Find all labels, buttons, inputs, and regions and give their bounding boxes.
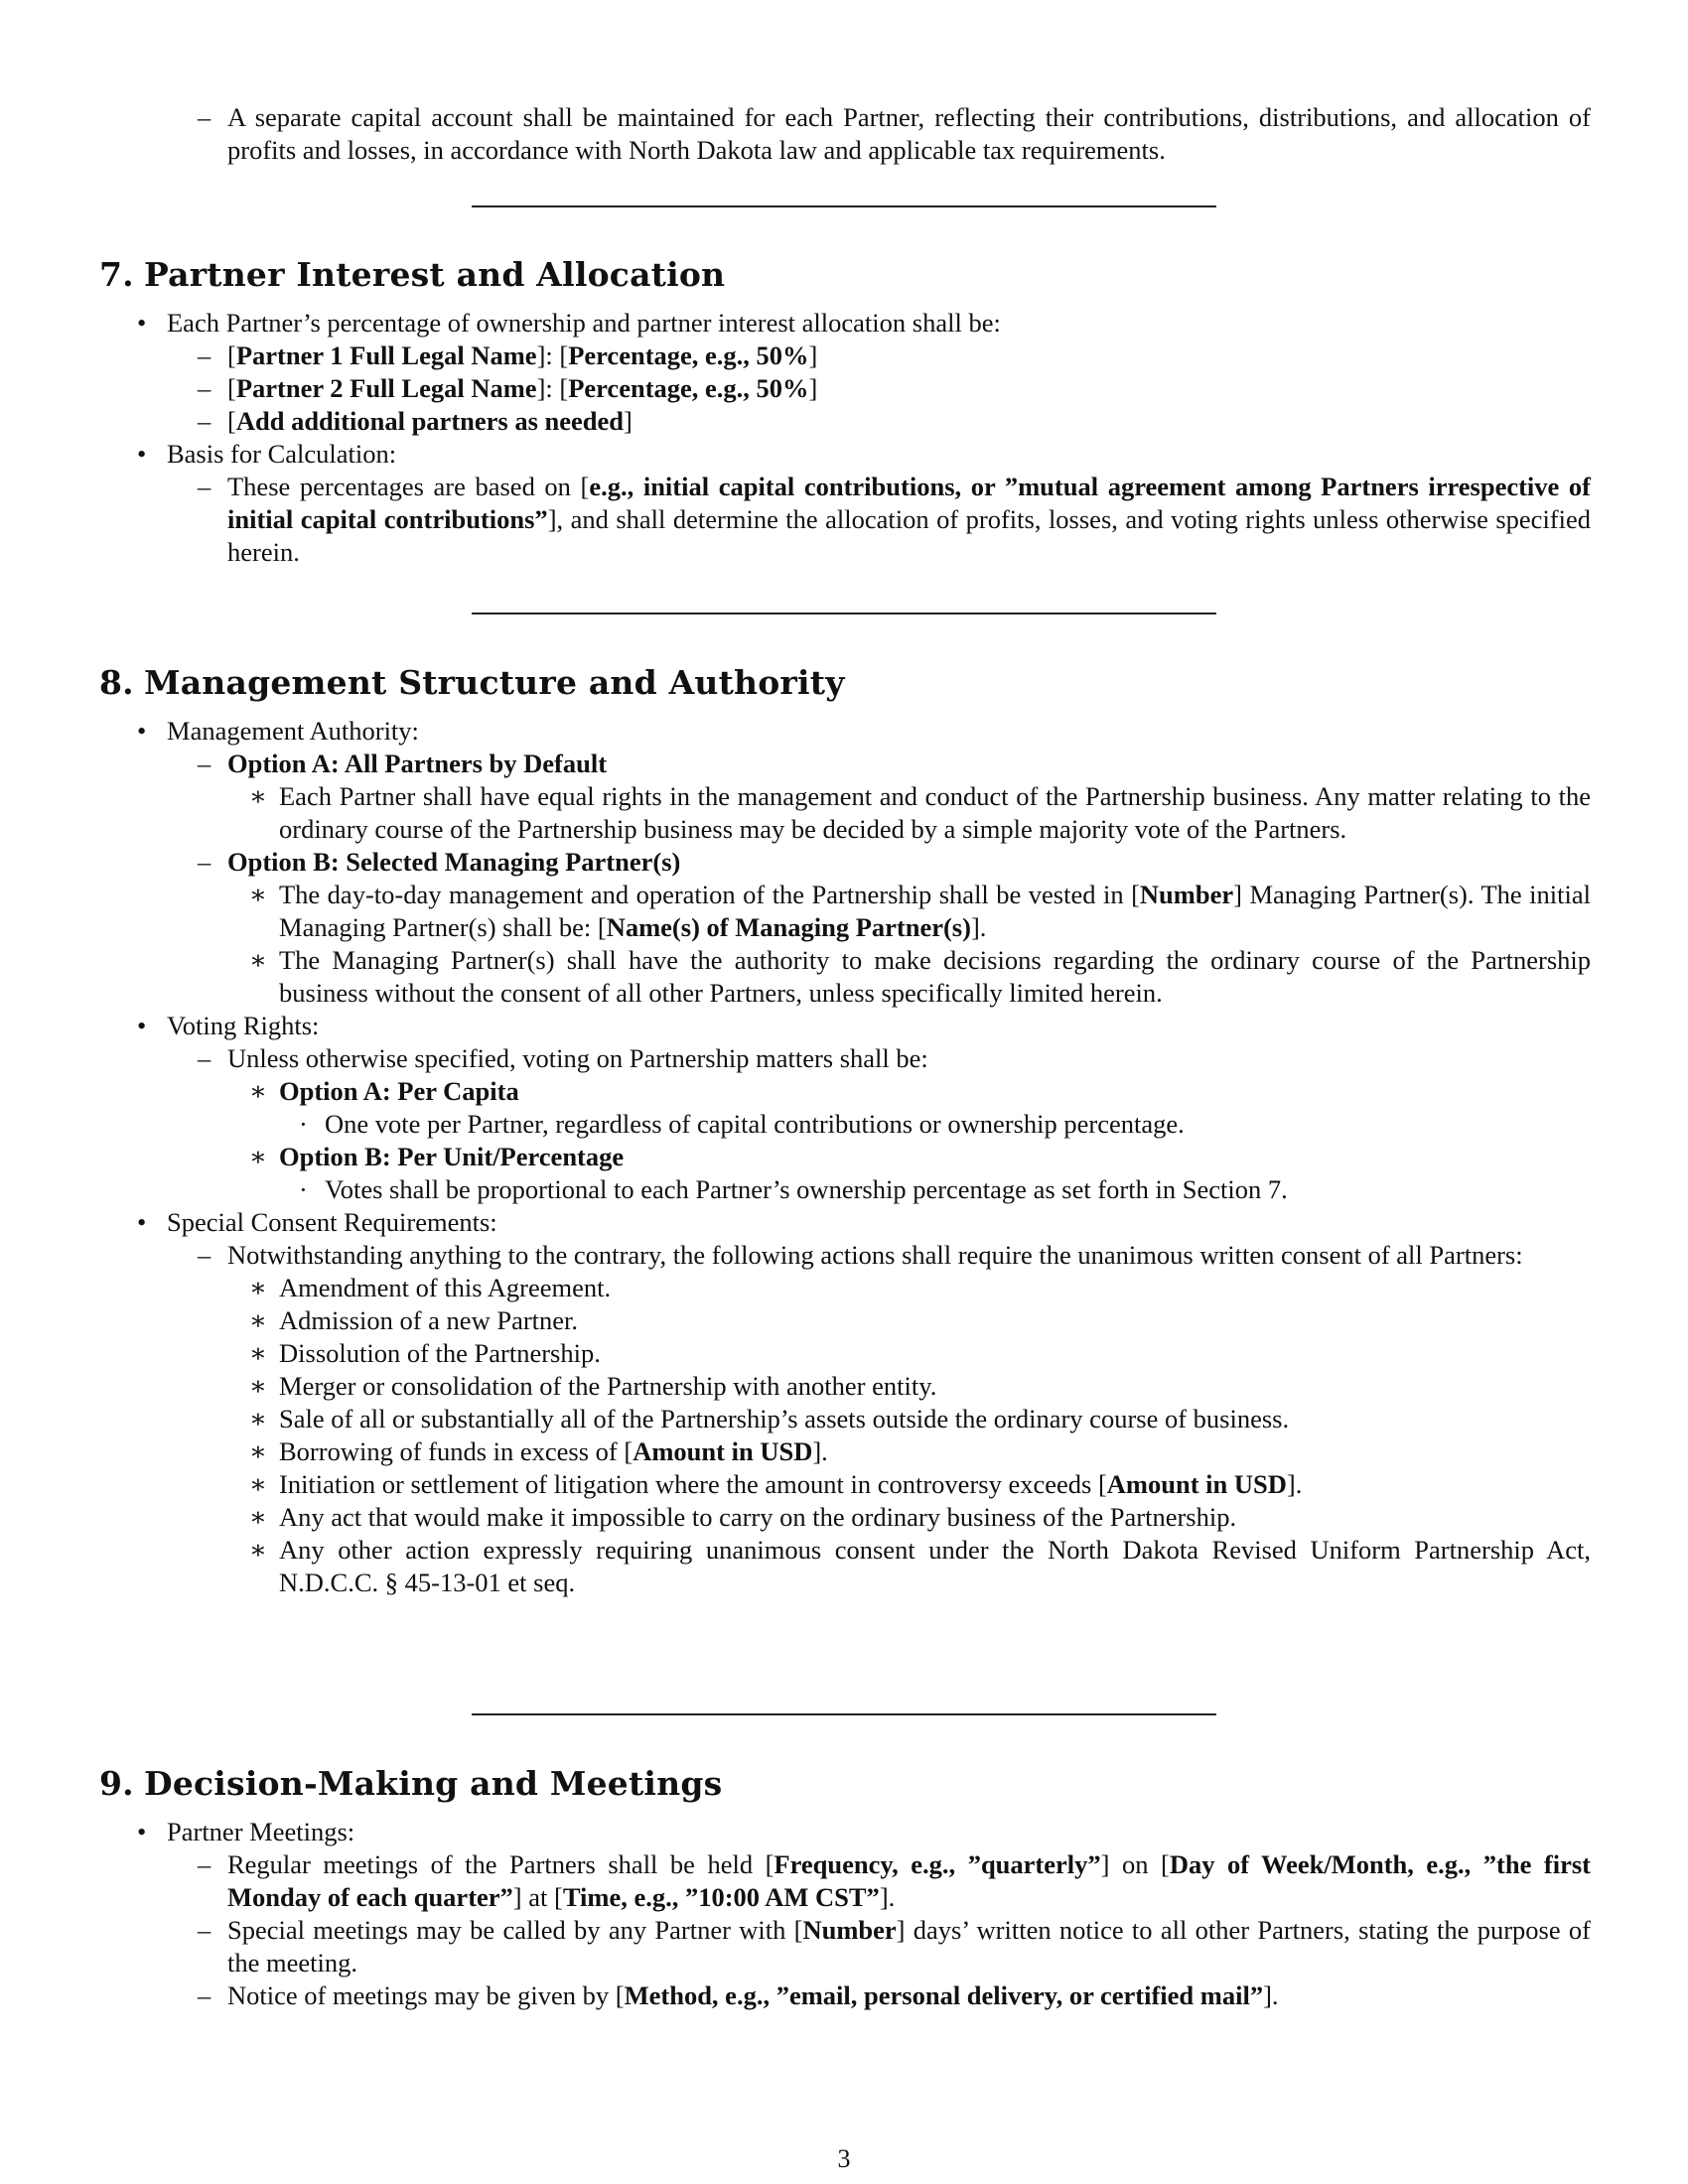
section-7 — [0, 255, 1688, 569]
asterisk-bullet: ∗ — [249, 945, 268, 975]
asterisk-bullet: ∗ — [249, 1076, 268, 1106]
consent-item: ∗ Sale of all or substantially all of the Partnership’s assets outside the ordinary course of business. — [249, 1404, 1290, 1433]
section-9 — [0, 1764, 1688, 2012]
option-a-heading: – Option A: All Partners by Default — [198, 749, 608, 778]
section-divider — [472, 205, 1216, 207]
consent-item: ∗ Initiation or settlement of litigation where the amount in controversy exceeds [Amount in USD]. — [249, 1469, 1303, 1499]
meeting-notice: – Notice of meetings may be given by [Method, e.g., ”email, personal delivery, or certified mail”]. — [198, 1980, 1279, 2010]
voting-option-a-text: · One vote per Partner, regardless of capital contributions or ownership percentage. — [299, 1109, 1185, 1139]
list-item: • Management Authority: — [137, 716, 419, 746]
section-7-heading: 7. Partner Interest and Allocation — [99, 255, 726, 294]
asterisk-bullet: ∗ — [249, 1273, 268, 1302]
list-item: • Special Consent Requirements: — [137, 1207, 497, 1237]
section-8-heading: 8. Management Structure and Authority — [99, 663, 845, 702]
special-lead: – Notwithstanding anything to the contrary, the following actions shall require the unanimous written consent of all Partners: — [198, 1240, 1523, 1270]
regular-meetings: – Regular meetings of the Partners shall be held [Frequency, e.g., ”quarterly”] on [Day of Week/Month, e.g., ”the first Monday of each quarter”] at [Time, e.g., ”10:00 AM CST”]. — [198, 1849, 1591, 1912]
bullet-icon: • — [137, 439, 147, 469]
dash-bullet: – — [198, 373, 211, 403]
consent-item: ∗ Borrowing of funds in excess of [Amount in USD]. — [249, 1436, 828, 1466]
option-b-text-2: ∗ The Managing Partner(s) shall have the authority to make decisions regarding the ordinary course of the Partnership business without the consent of all other Partners, unless specifically limited herein. — [249, 945, 1591, 1008]
dot-bullet: · — [299, 1174, 308, 1204]
voting-option-b-text: · Votes shall be proportional to each Partner’s ownership percentage as set forth in Section 7. — [299, 1174, 1288, 1204]
dash-bullet: – — [198, 1849, 211, 1879]
list-item: • Voting Rights: — [137, 1011, 320, 1040]
dot-bullet: · — [299, 1109, 308, 1139]
consent-item: ∗ Dissolution of the Partnership. — [249, 1338, 601, 1368]
partner-2-allocation: – [Partner 2 Full Legal Name]: [Percentage, e.g., 50%] — [198, 373, 818, 403]
bullet-icon: • — [137, 716, 147, 746]
partner-1-allocation: – [Partner 1 Full Legal Name]: [Percentage, e.g., 50%] — [198, 341, 818, 370]
section-divider — [472, 1713, 1216, 1715]
consent-item: ∗ Amendment of this Agreement. — [249, 1273, 612, 1302]
asterisk-bullet: ∗ — [249, 1404, 268, 1433]
consent-item: ∗ Merger or consolidation of the Partnership with another entity. — [249, 1371, 937, 1401]
asterisk-bullet: ∗ — [249, 1535, 268, 1565]
dash-bullet: – — [198, 1915, 211, 1945]
basis-text: – These percentages are based on [e.g., initial capital contributions, or ”mutual agreement among Partners irrespective of initial capital contributions”], and shall determine the allocation of profits, losses, and voting rights unless otherwise specified herein. — [198, 472, 1592, 567]
consent-item: ∗ Any other action expressly requiring unanimous consent under the North Dakota Revised Uniform Partnership Act, N.D.C.C. § 45-13-01 et seq. — [249, 1535, 1591, 1597]
dash-bullet: – — [198, 847, 211, 877]
page-number: 3 — [837, 2144, 851, 2173]
capital-account-item — [0, 101, 1688, 167]
voting-option-b: ∗ Option B: Per Unit/Percentage — [249, 1142, 625, 1171]
bullet-icon: • — [137, 1207, 147, 1237]
dash-bullet: – — [198, 406, 211, 436]
asterisk-bullet: ∗ — [249, 1338, 268, 1368]
asterisk-bullet: ∗ — [249, 1502, 268, 1532]
option-a-text: ∗ Each Partner shall have equal rights in the management and conduct of the Partnership business. Any matter relating to the ordinary course of the Partnership business may be decided by a simple majority vote of the Partners. — [249, 781, 1591, 844]
voting-option-a: ∗ Option A: Per Capita — [249, 1076, 519, 1106]
asterisk-bullet: ∗ — [249, 781, 268, 811]
dash-bullet: – — [198, 472, 211, 501]
capital-account-text: A separate capital account shall be maintained for each Partner, reflecting their contributions, distributions, and allocation of profits and losses, in accordance with North Dakota law and applicable tax requirements. — [227, 102, 1591, 165]
voting-lead: – Unless otherwise specified, voting on Partnership matters shall be: — [198, 1043, 928, 1073]
dash-bullet: – — [198, 1980, 211, 2010]
additional-partners: – [Add additional partners as needed] — [198, 406, 633, 436]
asterisk-bullet: ∗ — [249, 1371, 268, 1401]
asterisk-bullet: ∗ — [249, 880, 268, 909]
list-item: • Each Partner’s percentage of ownership and partner interest allocation shall be: — [137, 308, 1001, 338]
list-item: • Basis for Calculation: — [137, 439, 397, 469]
consent-item: ∗ Any act that would make it impossible to carry on the ordinary business of the Partnership. — [249, 1502, 1237, 1532]
asterisk-bullet: ∗ — [249, 1142, 268, 1171]
option-b-text-1: ∗ The day-to-day management and operation of the Partnership shall be vested in [Number] Managing Partner(s). The initial Managing Partner(s) shall be: [Name(s) of Managing Partner(s)]. — [249, 880, 1592, 942]
section-8 — [0, 663, 1688, 1599]
asterisk-bullet: ∗ — [249, 1469, 268, 1499]
option-b-heading: – Option B: Selected Managing Partner(s) — [198, 847, 681, 877]
dash-bullet: – — [198, 341, 211, 370]
dash-bullet: – — [198, 1240, 211, 1270]
list-item: • Partner Meetings: — [137, 1817, 355, 1846]
bullet-icon: • — [137, 1011, 147, 1040]
bullet-icon: • — [137, 308, 147, 338]
dash-bullet: – — [198, 749, 211, 778]
special-meetings: – Special meetings may be called by any Partner with [Number] days’ written notice to all other Partners, stating the purpose of the meeting. — [198, 1915, 1591, 1978]
asterisk-bullet: ∗ — [249, 1305, 268, 1335]
bullet-icon: • — [137, 1817, 147, 1846]
dash-bullet: – — [198, 102, 211, 132]
asterisk-bullet: ∗ — [249, 1436, 268, 1466]
section-divider — [472, 613, 1216, 614]
consent-item: ∗ Admission of a new Partner. — [249, 1305, 579, 1335]
section-9-heading: 9. Decision-Making and Meetings — [99, 1764, 723, 1803]
dash-bullet: – — [198, 1043, 211, 1073]
